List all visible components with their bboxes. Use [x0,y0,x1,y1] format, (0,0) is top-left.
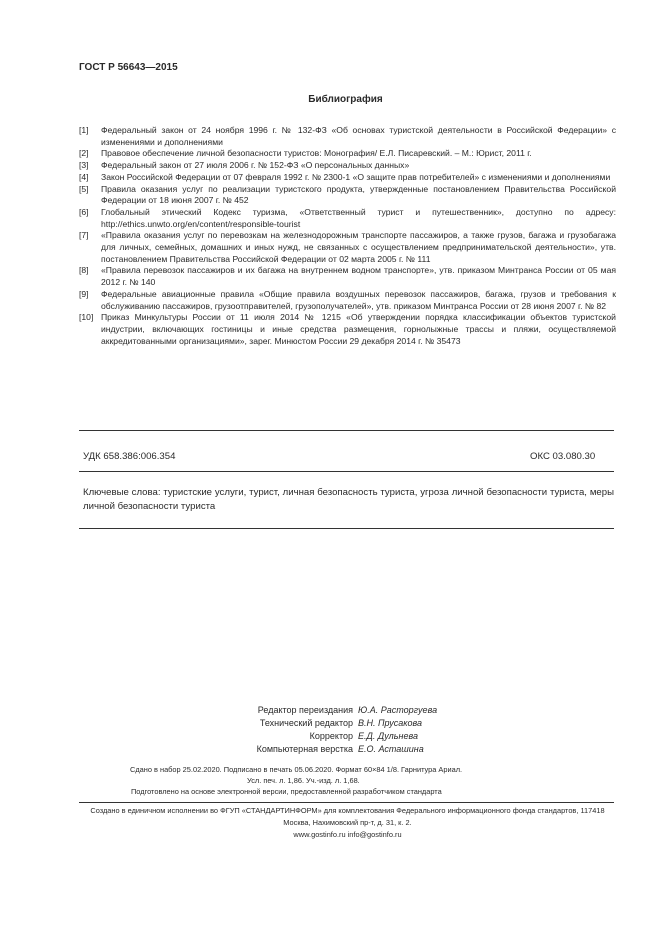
print-dates: Сдано в набор 25.02.2020. Подписано в печать 05.06.2020. Формат 60×84 1/8. Гарнитура Ариал. [130,765,463,774]
bibliography-item [79,312,616,347]
bibliography-item [79,265,616,288]
document-header: ГОСТ Р 56643—2015 [79,62,178,73]
staff-row [0,730,661,743]
divider [79,430,614,431]
divider [79,471,614,472]
publisher-info: Создано в единичном исполнении во ФГУП «СТАНДАРТИНФОРМ» для комплектования Федерального информационного фонда стандартов, 117418 Москва, Нахимовский пр-т, д. 31, к. 2. [90,806,605,827]
editorial-staff [0,704,661,756]
bibliography-item [79,125,616,148]
ref-number: [7] [79,230,89,241]
ref-number: [6] [79,206,89,217]
bibliography-item [79,207,616,230]
ref-text: Глобальный этический Кодекс туризма, «Ответственный турист и путешественник», доступно по адресу: http://ethics.unwto.org/en/content/responsible-tourist [101,206,616,229]
ref-text: Федеральный закон от 27 июля 2006 г. № 152-ФЗ «О персональных данных» [101,160,410,171]
staff-role: Корректор [309,731,353,741]
ref-text: Федеральные авиационные правила «Общие правила воздушных перевозок пассажиров, багажа, грузов и требования к обслуживанию пассажиров, грузоотправителей, грузополучателей», утв. приказом Минтранса России от 28 июня 2007 г. № 82 [101,288,616,311]
publisher-footer [80,805,615,841]
ref-number: [1] [79,125,89,135]
bibliography-item [79,184,616,207]
bibliography-item [79,160,616,172]
udk-code: УДК 658.386:006.354 [83,451,176,462]
ref-text: «Правила оказания услуг по перевозкам на железнодорожным транспорте пассажиров, а также грузов, багажа и грузобагажа для личных, семейных, домашних и иных нужд, не связанных с осуществлением предпринимательской деятельности», утв. постановлением Правительства Российской Федерации от 02 марта 2005 г. № 111 [101,230,616,264]
ref-text: Правовое обеспечение личной безопасности туристов: Монография/ Е.Л. Писаревский. – М.: Юрист, 2011 г. [101,148,532,159]
divider [79,802,614,803]
staff-role: Технический редактор [259,718,353,728]
ref-text: «Правила перевозок пассажиров и их багажа на внутреннем водном транспорте», утв. приказом Минтранса России от 05 мая 2012 г. № 140 [101,265,616,288]
staff-name: В.Н. Прусакова [358,718,422,728]
ref-number: [5] [79,183,89,194]
ref-number: [4] [79,171,89,182]
bibliography-item [79,289,616,312]
ref-number: [10] [79,312,94,323]
staff-name: Е.Д. Дульнева [358,731,418,741]
ref-number: [3] [79,160,89,171]
print-note: Подготовлено на основе электронной версии, предоставленной разработчиком стандарта [131,787,442,796]
bibliography-item [79,230,616,265]
keywords: Ключевые слова: туристские услуги, турист, личная безопасность туриста, угроза личной безопасности туриста, меры личной безопасности туриста [83,487,614,512]
staff-row [0,743,661,756]
ref-text: Приказ Минкультуры России от 11 июля 2014 № 1215 «Об утверждении порядка классификации объектов туристской индустрии, включающих гостиницы и иные средства размещения, горнолыжные трассы и пляжи, осуществляемой аккредитованными организациями», зарег. Минюстом России 29 декабря 2014 г. № 35473 [101,312,616,346]
bibliography-title: Библиография [308,94,383,105]
ref-text: Федеральный закон от 24 ноября 1996 г. № 132-ФЗ «Об основах туристской деятельности в Российской Федерации» с изменениями и дополнениями [101,125,616,147]
divider [79,528,614,529]
bibliography-item [79,148,616,160]
ref-number: [8] [79,265,89,276]
staff-name: Ю.А. Расторгуева [358,705,438,715]
bibliography-list [79,125,616,347]
oks-code: ОКС 03.080.30 [530,451,596,462]
ref-text: Правила оказания услуг по реализации туристского продукта, утвержденные постановлением Правительства Российской Федерации от 18 июня 2007 г. № 452 [101,183,616,206]
print-sheets: Усл. печ. л. 1,86. Уч.-изд. л. 1,68. [247,776,360,785]
ref-number: [9] [79,288,89,299]
ref-text: Закон Российской Федерации от 07 февраля 1992 г. № 2300-1 «О защите прав потребителей» с изменениями и дополнениями [101,171,611,182]
publisher-contacts: www.gostinfo.ru info@gostinfo.ru [293,830,402,839]
staff-name: Е.О. Асташина [358,744,424,754]
ref-number: [2] [79,148,89,159]
staff-row [0,704,661,717]
bibliography-item [79,172,616,184]
staff-role: Компьютерная верстка [256,744,353,754]
staff-row [0,717,661,730]
staff-role: Редактор переиздания [257,705,353,715]
